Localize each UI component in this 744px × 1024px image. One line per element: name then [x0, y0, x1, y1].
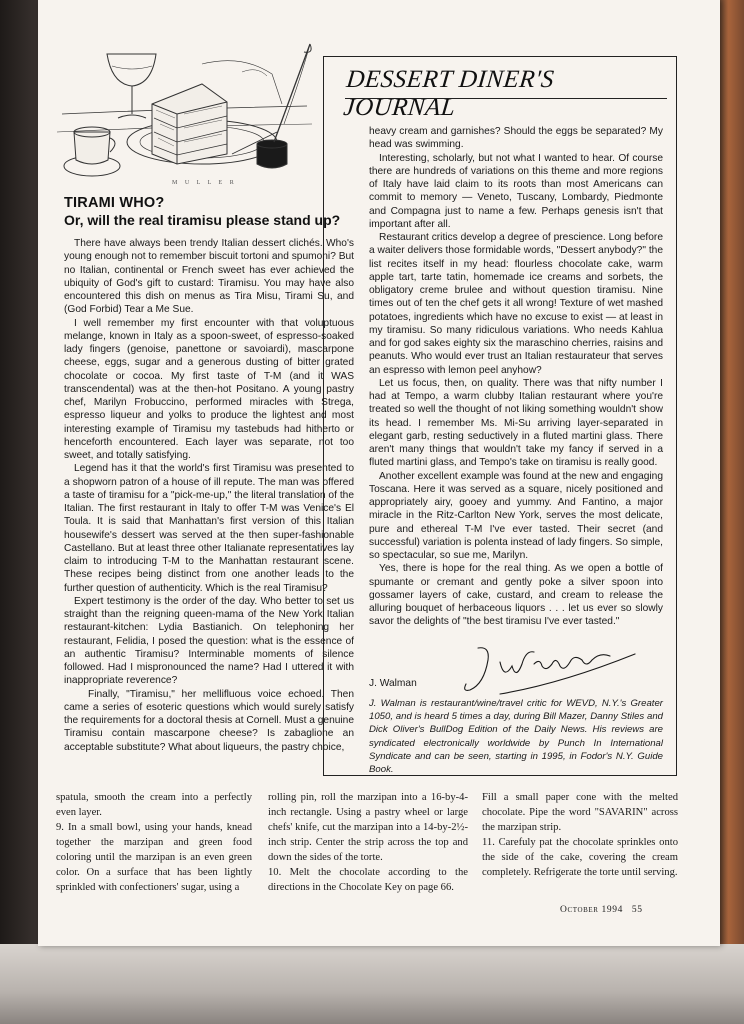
background-bottom-surface — [0, 944, 744, 1024]
recipe-step: spatula, smooth the cream into a perfectly even layer. — [56, 792, 252, 818]
journal-title-rule — [345, 98, 667, 99]
recipe-step: 11. Carefuly pat the chocolate sprinkles onto the side of the cake, covering the cream completely. Refrigerate the torte until serving. — [482, 837, 678, 878]
recipe-column-2 — [268, 790, 468, 895]
article-headline — [64, 195, 354, 228]
svg-text:M U L L E R: M U L L E R — [172, 180, 237, 186]
paragraph: Yes, there is hope for the real thing. As we open a bottle of spumante or cremant and gently poke a silver spoon into gossamer layers of cake, custard, and cream to release the alluring bouquet of herbaceous liquors . . . let us ever so slowly savor the delights of "the best tiramisu I've ever tasted." — [369, 563, 663, 628]
paragraph: Legend has it that the world's first Tiramisu was presented to a shopworn patron of a house of ill repute. The man was offered a taste of tiramisu for a "pick-me-up," the literal translation of the Italian. The first restaurant in Italy to offer T-M was Venice's El Toula. It is said that Manhattan's first version of this Italian housewife's dessert was served at the then super-fashionable Castellano. But at least three other Italianate representatives lay claim to introducing T-M to the Manhattan restaurant scene. These recipes being distinct from one another leads to the further question of authenticity. Which is the real Tiramisu? — [64, 463, 354, 594]
journal-title: DESSERT DINER'S JOURNAL — [342, 66, 556, 121]
paragraph: I well remember my first encounter with that voluptuous melange, known in Italy as a spoon-sweet, of espresso-soaked lady fingers (genoise, panettone or savoiardi), mascarpone cheese, eggs, sugar and a generous dusting of bitter grated chocolate or cocoa. My first taste of T-M (and it WAS transcendental) was at the then-hot Positano. A young pastry chef, Marilyn Frobuccino, performed miracles with Strega, espresso liqueur and yolks to produce the lightest and most interesting example of Tiramisu my tastebuds had hitherto or henceforth encountered. Each layer was separate, not too sweet, and totally satisfying. — [64, 317, 354, 461]
paragraph: Finally, "Tiramisu," her mellifluous voice echoed. Then came a series of esoteric questions which would surely satisfy the requirements for a doctoral thesis at Cornell. Must a genuine Tiramisu contain mascarpone cheese? Is zabaglione an acceptable substitute? What about liqueurs, the pastry choice, — [64, 688, 354, 753]
background-left-edge — [0, 0, 40, 1024]
recipe-step: rolling pin, roll the marzipan into a 16-by-4-inch rectangle. Using a pastry wheel or large chefs' knife, cut the marzipan into a 14-by-2½-inch strip. Center the strip across the top and down the sides of the torte. — [268, 792, 468, 863]
article-subtitle: Or, will the real tiramisu please stand up? — [64, 212, 341, 228]
paragraph: There have always been trendy Italian dessert clichés. Who's young enough not to remember biscuit tortoni and spumoni? But no Italian, continental or French sweet has ever achieved the ubiquity of God's gift to custard: Tiramisu. You may have also encountered this dish on menus as Tira Misu, Tirami Su, and (God Forbid) Tear a Me Sue. — [64, 238, 354, 316]
paragraph: Another excellent example was found at the new and engaging Toscana. Here it was served as a square, nicely positioned and appropriately airy, gooey and yummy. And Fantino, a major miracle in the Ritz-Carlton New York, serves the most delicate, pure and ethereal T-M I've ever tasted. Their secret (and successful) variation is polenta instead of lady fingers. So simple, so spectacular, so sue me, Marilyn. — [369, 470, 663, 561]
dessert-sketch-illustration — [52, 14, 317, 189]
page-number: 55 — [631, 905, 643, 915]
paragraph: Restaurant critics develop a degree of prescience. Long before a waiter delivers those formidable words, "Dessert anybody?" the list recites itself in my head: flourless chocolate cake, warm apple tart, tarte tatin, homemade ice creams and sorbets, the obligatory creme brulee and without question tiramisu. Nine times out of ten the chef gets it all wrong! Texture of wet mashed potatoes, ingredients which have no excuse to exist — at least in my tiramisu. So many ridiculous variations. Who needs Kahlua and for god sakes eighty six the maraschino cherries, raisins and peanuts. Who would ever trust an Italian restaurateur that serves an espresso with lemon peel anyhow? — [369, 232, 663, 376]
recipe-step: 9. In a small bowl, using your hands, knead together the marzipan and green food coloring until the marzipan is an even green color. On a surface that has been lightly sprinkled with confectioners' sugar, using a — [56, 822, 252, 893]
recipe-column-3 — [482, 790, 678, 880]
paragraph: Interesting, scholarly, but not what I wanted to hear. Of course there are hundreds of variations on this theme and more regions of Italy have laid claim to its roots than most Americans can commit to memory — Veneto, Tuscany, Lombardy, Piedmonte and Compagna just to name a few. Perhaps genesis isn't that important after all. — [369, 152, 663, 230]
recipe-column-1 — [56, 790, 252, 895]
article-column-2 — [369, 125, 663, 629]
paragraph: Let us focus, then, on quality. There was that nifty number I had at Tempo, a warm clubby Italian restaurant where you're treated so well the thought of not liking something wouldn't show its head. I remember Ms. Mi-Su arriving layer-separated in elegant garb, resting seductively in a fluted martini glass. There aren't many things that wouldn't take my fancy if served in a fluted martini glass, and Tempo's take on tiramisu is really good. — [369, 377, 663, 469]
article-column-1 — [64, 237, 354, 754]
paragraph: heavy cream and garnishes? Should the eggs be separated? My head was swimming. — [369, 126, 663, 151]
recipe-step: Fill a small paper cone with the melted chocolate. Pipe the word "SAVARIN" across the marzipan strip. — [482, 792, 678, 833]
page-folio — [560, 905, 643, 915]
author-signature — [460, 640, 640, 698]
issue-date: October 1994 — [560, 905, 623, 915]
paragraph: Expert testimony is the order of the day. Who better to set us straight than the reigning queen-mama of the New York Italian restaurant-kitchen: Lydia Bastianich. On telephoning her restaurant, Felidia, I posed the question: what is the essence of an authentic Tiramisu? Interminable moments of silence followed. Had I mispronounced the name? Had I uttered it with inappropriate reverence? — [64, 595, 354, 687]
recipe-step: 10. Melt the chocolate according to the directions in the Chocolate Key on page 66. — [268, 867, 468, 893]
author-bio: J. Walman is restaurant/wine/travel critic for WEVD, N.Y.'s Greater 1050, and is heard 5 times a day, during Bill Mazer, Danny Stiles and Dick Oliver's BullDog Edition of the Daily News. His reviews are syndicated electronically worldwide by Punch In International Syndicate and can be seen, starting in 1995, in Fodor's N.Y. Guide Book. — [369, 698, 663, 776]
article-title: TIRAMI WHO? — [64, 195, 165, 211]
background-right-edge — [718, 0, 744, 1024]
author-name: J. Walman — [369, 678, 417, 689]
